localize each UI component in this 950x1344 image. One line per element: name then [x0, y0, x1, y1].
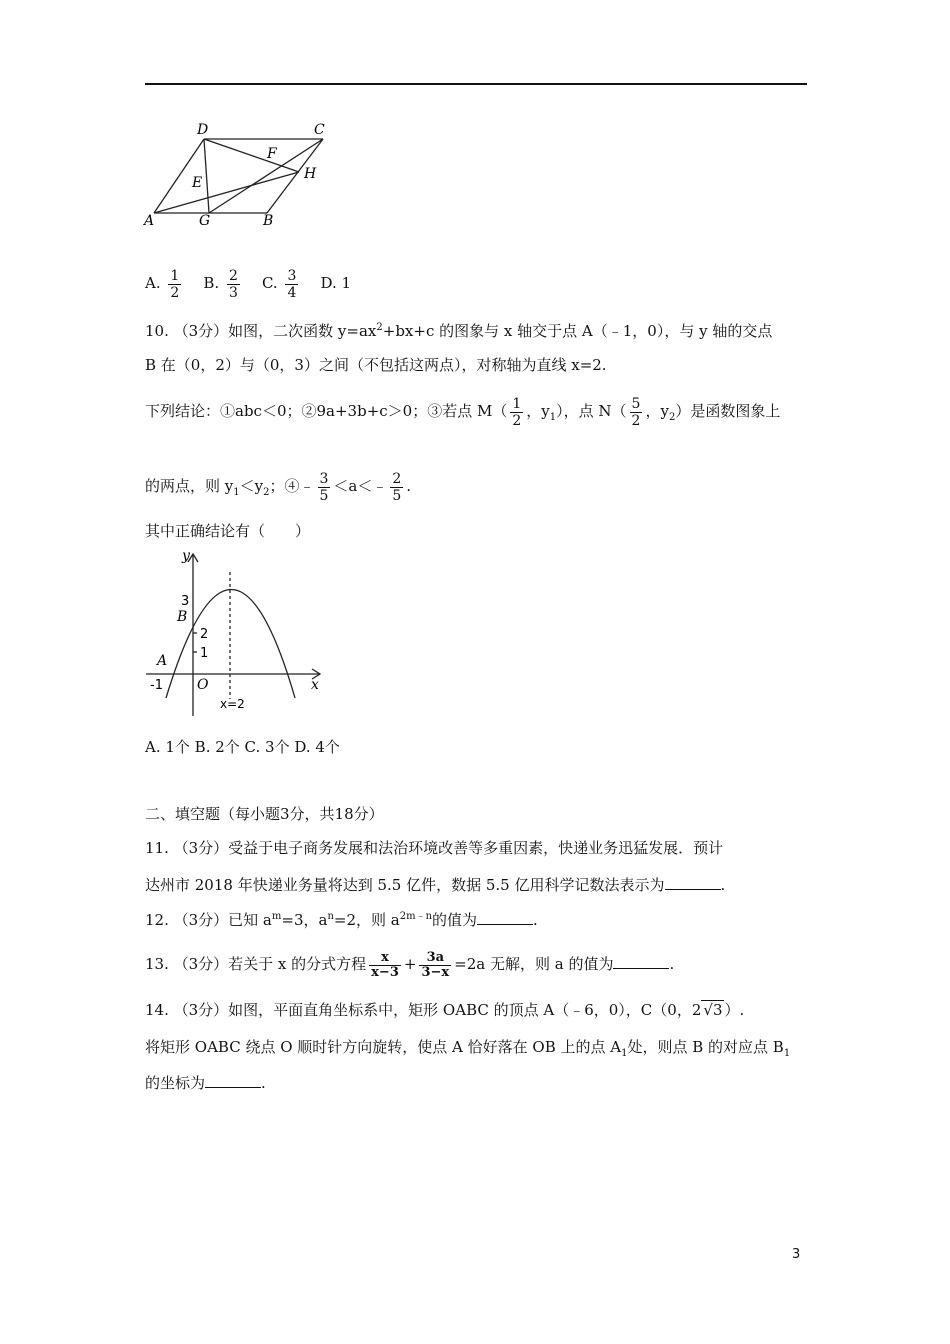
label-1: 1: [200, 646, 209, 661]
option-c-label: C.: [261, 274, 278, 292]
fraction-x-over-x-3: $\frac{x}{x-3}$: [371, 949, 399, 980]
q10-options: A. 1个 B. 2个 C. 3个 D. 4个: [145, 738, 340, 756]
q11-line1: 11. （3分）受益于电子商务发展和法治环境改善等多重因素，快递业务迅猛发展．预计: [145, 839, 724, 857]
q13-line: 13. （3分）若关于 x 的分式方程 $\frac{x}{x-3}$ + $\frac{3a}{3-x}$ =2a 无解，则 a 的值为 .: [145, 949, 675, 980]
q12-line: 12. （3分）已知 $a^m=3$，$a^n=2$，则 $a^{2m﹣n}$的值为 .: [145, 911, 538, 929]
header-rule: [145, 83, 807, 85]
q10-line2: B 在（0，2）与（0，3）之间（不包括这两点），对称轴为直线 x=2.: [145, 356, 607, 374]
label-d: D: [197, 122, 209, 138]
label-b: B: [263, 213, 274, 229]
answer-blank: [205, 1073, 261, 1088]
option-a-label: A.: [145, 274, 161, 292]
q10-question: 其中正确结论有（ ）: [145, 522, 311, 540]
segment-ah: [154, 172, 299, 213]
label-point-b: B: [177, 609, 188, 625]
fraction-three-fifths: $\frac{3}{5}$: [319, 470, 329, 504]
fraction-m: $\frac{1}{2}$: [512, 395, 522, 429]
label-2: 2: [200, 627, 209, 642]
label-f: F: [267, 146, 277, 162]
answer-blank: [477, 910, 533, 925]
section-title: 二、填空题（每小题3分，共18分）: [145, 805, 384, 823]
option-d: D. 1: [320, 274, 352, 292]
answer-blank: [665, 875, 721, 890]
answer-blank: [613, 954, 669, 969]
label-h: H: [304, 166, 317, 182]
label-g: G: [199, 213, 211, 229]
label-c: C: [314, 122, 325, 138]
option-a-fraction: $\frac{1}{2}$: [170, 267, 180, 301]
q9-options: [145, 263, 351, 303]
segment-dg: [204, 139, 209, 213]
label-minus-1: -1: [150, 678, 163, 693]
label-a: A: [144, 213, 155, 229]
q11-line2: 达州市 2018 年快递业务量将达到 5.5 亿件，数据 5.5 亿用科学记数法表示为 .: [145, 876, 726, 894]
sqrt-3: √3: [703, 1001, 723, 1019]
option-b-fraction: $\frac{2}{3}$: [228, 267, 238, 301]
label-y: y: [182, 548, 190, 564]
label-x-equals-2: x=2: [220, 697, 245, 711]
label-e: E: [192, 175, 203, 191]
fraction-3a-over-3-x: $\frac{3a}{3-x}$: [421, 949, 450, 980]
q14-line2: 将矩形 OABC 绕点 O 顺时针方向旋转，使点 A 恰好落在 OB 上的点 $A_1$处，则点 B 的对应点 $B_1$: [145, 1038, 791, 1059]
segment-dh: [204, 139, 299, 172]
q10-line4: 的两点，则 $y_1<y_2$；④﹣ $\frac{3}{5}$ ＜a＜﹣ $\frac{2}{5}$ .: [145, 470, 412, 504]
label-3: 3: [181, 594, 190, 609]
parabola-figure: [140, 548, 340, 720]
label-point-a: A: [157, 653, 168, 669]
q14-line3: 的坐标为 .: [145, 1074, 266, 1092]
page-number: 3: [792, 1247, 801, 1262]
option-b-label: B.: [203, 274, 220, 292]
parallelogram-figure: [140, 118, 340, 230]
q10-line1: 10. （3分）如图，二次函数 $y=ax^2+bx+c$ 的图象与 x 轴交于点 A（﹣1，0），与 y 轴的交点: [145, 322, 773, 340]
fraction-n: $\frac{5}{2}$: [631, 395, 641, 429]
q14-line1: 14. （3分）如图，平面直角坐标系中，矩形 OABC 的顶点 A（﹣6，0），C（0，2 √3 ）.: [145, 1001, 745, 1019]
label-x: x: [311, 677, 319, 693]
label-origin: O: [197, 677, 209, 693]
option-c-fraction: $\frac{3}{4}$: [287, 267, 297, 301]
fraction-two-fifths: $\frac{2}{5}$: [392, 470, 402, 504]
q10-line3: 下列结论：①abc＜0；②9a+3b+c＞0；③若点 M（ $\frac{1}{2}$ ，$y_1$），点 N（ $\frac{5}{2}$ ，$y_2$）是函数图象上: [145, 395, 781, 429]
